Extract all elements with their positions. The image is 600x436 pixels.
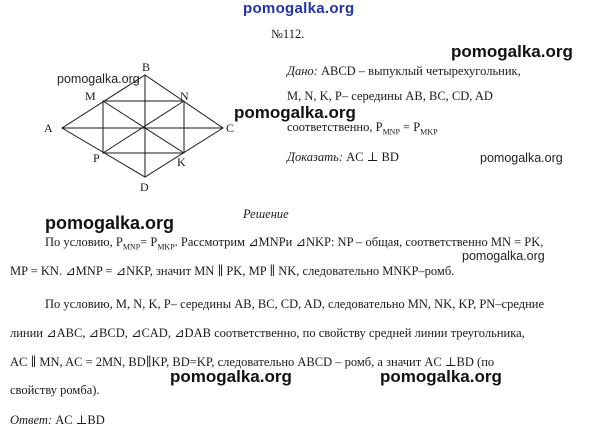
watermark-given-right: pomogalka.org	[480, 151, 563, 165]
given-line3-mid: = P	[399, 120, 421, 134]
solution-line1-c: . Рассмотрим ⊿MNPи ⊿NKP: NP – общая, соответственно MN = PK,	[174, 235, 544, 249]
watermark-bottom-left: pomogalka.org	[170, 367, 292, 386]
solution-line4: линии ⊿ABC, ⊿BCD, ⊿CAD, ⊿DAB соответственно, по свойству средней линии треугольника,	[10, 326, 525, 340]
label-n: N	[180, 89, 189, 103]
label-c: C	[226, 121, 235, 135]
given-line2: M, N, K, P– середины AB, BC, CD, AD	[287, 89, 493, 103]
solution-line5: AC ∥ MN, AC = 2MN, BD∥KP, BD=KP, следовательно ABCD – ромб, а значит AC ⊥BD (по	[10, 355, 495, 369]
rhombus-figure	[40, 58, 240, 198]
solution-line1-a: По условию, P	[45, 235, 123, 249]
watermark-solution-left: pomogalka.org	[45, 213, 175, 233]
label-b: B	[142, 60, 151, 74]
prove-line	[287, 149, 399, 165]
problem-number: №112.	[271, 27, 305, 41]
label-m: M	[85, 89, 96, 103]
given-line3-sub1: MNP	[382, 127, 400, 137]
given-line1	[287, 64, 521, 79]
watermark-bottom-right: pomogalka.org	[380, 367, 502, 386]
watermark-line2-right: pomogalka.org	[462, 249, 545, 263]
given-label: Дано:	[287, 64, 318, 78]
label-p: P	[93, 151, 100, 165]
solution-line6: свойству ромба).	[10, 383, 100, 397]
watermark-top: pomogalka.org	[243, 0, 355, 17]
watermark-header-right: pomogalka.org	[451, 42, 573, 61]
solution-line1	[45, 234, 543, 252]
given-line3	[287, 120, 438, 137]
answer-text: AC ⊥BD	[52, 413, 105, 427]
solution-line1-sub2: MKP	[157, 242, 175, 252]
prove-label: Доказать:	[287, 150, 343, 164]
prove-text: AC ⊥ BD	[343, 150, 399, 164]
given-line3-prefix: соответственно, P	[287, 120, 383, 134]
watermark-diagram-center: pomogalka.org	[234, 103, 356, 122]
given-line1-text: ABCD – выпуклый четырехугольник,	[317, 64, 521, 78]
label-a: A	[44, 121, 53, 135]
label-k: K	[177, 155, 186, 169]
solution-line1-sub1: MNP	[122, 242, 141, 252]
watermark-diagram-top-left: pomogalka.org	[57, 72, 140, 86]
answer-label: Ответ:	[10, 413, 53, 427]
solution-line1-b: = P	[140, 235, 158, 249]
answer-line	[10, 412, 105, 428]
given-line3-sub2: MKP	[420, 127, 438, 137]
solution-line3: По условию, M, N, K, P– середины AB, BC, CD, AD, следовательно MN, NK, KP, PN–средние	[45, 297, 545, 311]
solution-line2: MP = KN. ⊿MNP = ⊿NKP, значит MN ∥ PK, MP ∥ NK, следовательно MNKP–ромб.	[10, 264, 455, 278]
label-d: D	[140, 180, 149, 194]
solution-title: Решение	[243, 207, 289, 221]
